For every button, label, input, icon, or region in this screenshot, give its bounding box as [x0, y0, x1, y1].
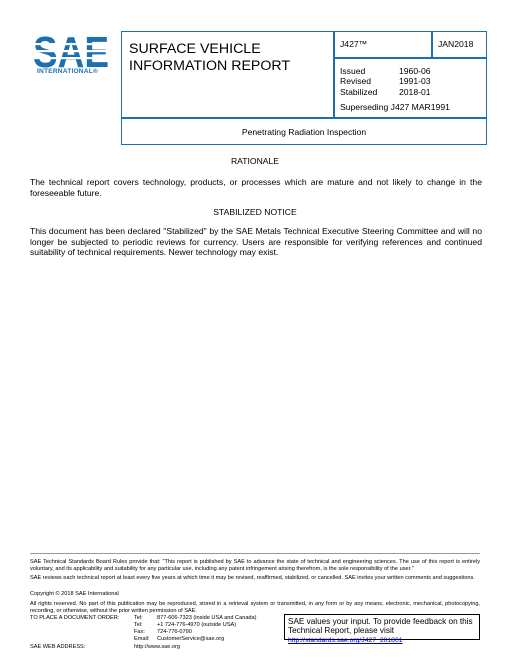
- contact-label: Tel:: [134, 621, 143, 628]
- document-number-box: [334, 31, 432, 58]
- contact-label: Tel:: [134, 615, 143, 621]
- contact-value: 877-606-7323 (inside USA and Canada): [157, 615, 257, 621]
- document-number: J427™: [340, 39, 368, 49]
- history-value: 2018-01: [399, 86, 431, 97]
- history-label: Issued: [340, 66, 366, 76]
- sae-logo: [32, 31, 110, 73]
- stabilized-heading: STABILIZED NOTICE: [213, 207, 297, 217]
- document-history-box: [334, 58, 487, 118]
- history-list: [340, 66, 431, 97]
- footer-divider: [30, 553, 480, 554]
- rationale-text: The technical report covers technology, products, or processes which are mature and not likely to change in the foreseeable future.: [30, 177, 482, 198]
- copyright-text: Copyright © 2018 SAE International: [30, 591, 119, 597]
- history-label: Stabilized: [340, 86, 378, 97]
- history-row-issued: [340, 66, 431, 76]
- rationale-heading: RATIONALE: [230, 156, 280, 166]
- feedback-link[interactable]: http://standards.sae.org/J427_201801: [288, 637, 403, 645]
- contact-value: +1 724-776-4970 (outside USA): [157, 621, 237, 628]
- history-label: Revised: [340, 76, 372, 87]
- history-value: 1991-03: [399, 76, 431, 87]
- standards-rules-text: SAE Technical Standards Board Rules provide that: "This report is published by SAE to advance the state of technical and engineering sciences. The use of this report is entirely voluntary, and its applicability and suitability for any particular use, including any patent infringement arising therefrom, is the sole responsibility of the user.": [30, 559, 480, 572]
- history-value: 1960-06: [399, 66, 431, 76]
- review-policy-text: SAE reviews each technical report at least every five years at which time it may be revised, reaffirmed, stabilized, or cancelled. SAE invites your written comments and suggestions.: [30, 575, 475, 581]
- history-row-stabilized: [340, 87, 431, 97]
- superseding-note: Superseding J427 MAR1991: [340, 102, 450, 112]
- sae-logo-wordmark: INTERNATIONAL®: [37, 68, 99, 75]
- contact-label: Fax:: [134, 628, 145, 635]
- history-row-revised: [340, 76, 431, 86]
- report-type-title: SURFACE VEHICLE INFORMATION REPORT: [129, 41, 291, 74]
- feedback-box: [284, 614, 480, 645]
- rights-text: All rights reserved. No part of this publication may be reproduced, stored in a retrieval system or transmitted, in any form or by any means, electronic, mechanical, photocopying, recording, or otherwise, without the prior written permission of SAE.: [30, 601, 480, 614]
- contact-label: Email:: [134, 635, 150, 642]
- web-address-link[interactable]: http://www.sae.org: [134, 644, 181, 650]
- contact-value: 724-776-0790: [157, 628, 192, 635]
- document-subject: Penetrating Radiation Inspection: [241, 127, 367, 137]
- stabilized-text: This document has been declared "Stabilized" by the SAE Metals Technical Executive Steering Committee and will no longer be subjected to periodic reviews for currency. Users are responsible for verifying references and continued suitability of technical requirements. Newer technology may exist.: [30, 226, 482, 257]
- document-date: JAN2018: [438, 39, 474, 49]
- document-date-box: [432, 31, 487, 58]
- web-address-label: SAE WEB ADDRESS:: [30, 644, 86, 650]
- contact-email[interactable]: CustomerService@sae.org: [157, 635, 225, 642]
- feedback-text: SAE values your input. To provide feedback on this Technical Report, please visit: [288, 617, 473, 636]
- report-type-box: [121, 31, 334, 118]
- subject-box: [121, 118, 487, 145]
- order-label: TO PLACE A DOCUMENT ORDER:: [30, 615, 120, 621]
